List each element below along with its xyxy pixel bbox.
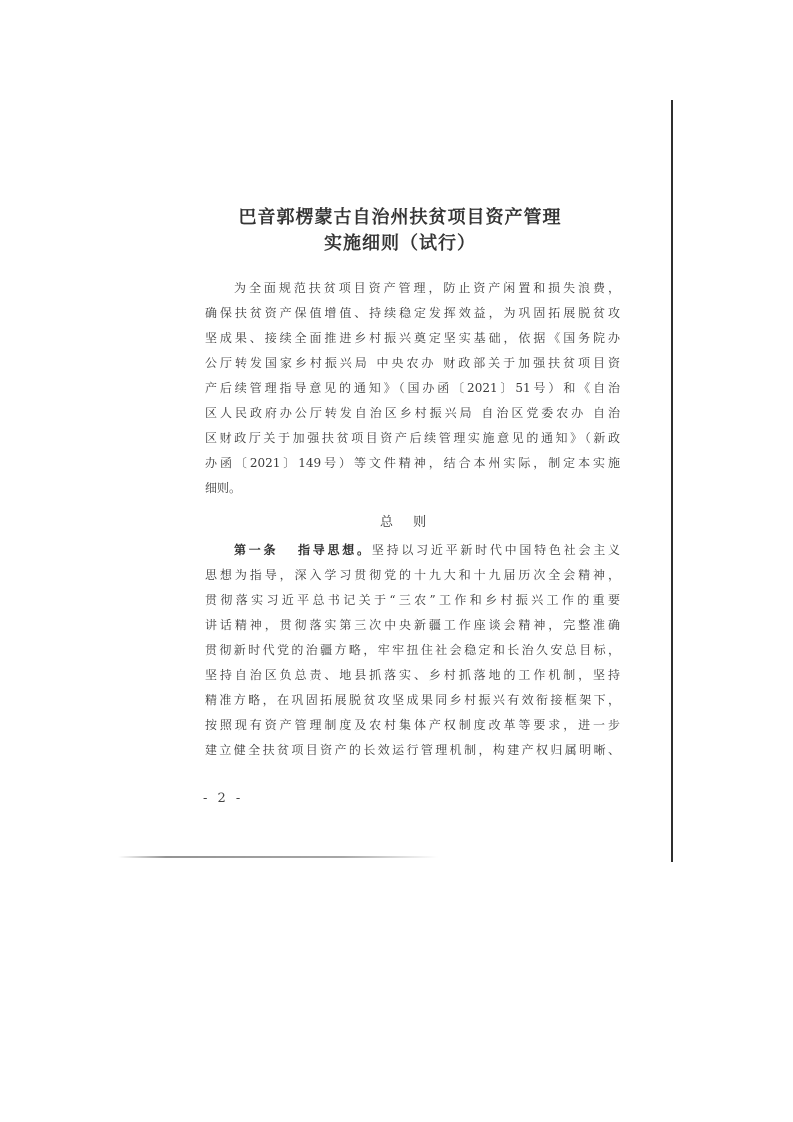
article-1-line: 按照现有资产管理制度及农村集体产权制度改革等要求，进一步 — [205, 718, 620, 732]
article-1-line: 建立健全扶贫项目资产的长效运行管理机制，构建产权归属明晰、 — [205, 743, 620, 757]
preamble-line: 产后续管理指导意见的通知》（国办函〔2021〕51号）和《自治 — [205, 381, 620, 395]
preamble-line: 坚成果、接续全面推进乡村振兴奠定坚实基础，依据《国务院办 — [205, 331, 620, 345]
preamble-line: 区财政厅关于加强扶贫项目资产后续管理实施意见的通知》（新政 — [205, 431, 620, 445]
section-heading: 总 则 — [380, 515, 435, 530]
page-number: - 2 - — [203, 791, 244, 806]
preamble-line: 区人民政府办公厅转发自治区乡村振兴局 自治区党委农办 自治 — [205, 406, 620, 420]
article-text: 坚持以习近平新时代中国特色社会主义 — [371, 543, 620, 557]
article-1-line: 坚持自治区负总责、地县抓落实、乡村抓落地的工作机制，坚持 — [205, 668, 620, 682]
preamble-line: 细则。 — [205, 481, 242, 495]
article-1-line: 贯彻新时代党的治疆方略，牢牢扭住社会稳定和长治久安总目标， — [205, 643, 620, 657]
article-1-line: 贯彻落实习近平总书记关于“三农”工作和乡村振兴工作的重要 — [205, 593, 620, 607]
scan-border-bottom — [118, 856, 438, 858]
document-title-line-2: 实施细则（试行） — [324, 233, 476, 254]
preamble-line: 办函〔2021〕149号）等文件精神，结合本州实际，制定本实施 — [205, 456, 620, 470]
article-1-line: 思想为指导，深入学习贯彻党的十九大和十九届历次全会精神， — [205, 568, 620, 582]
preamble-line: 公厅转发国家乡村振兴局 中央农办 财政部关于加强扶贫项目资 — [205, 356, 620, 370]
article-1-first-line — [234, 542, 620, 558]
article-1-line: 讲话精神，贯彻落实第三次中央新疆工作座谈会精神，完整准确 — [205, 618, 620, 632]
document-title-line-1: 巴音郭楞蒙古自治州扶贫项目资产管理 — [238, 207, 562, 228]
preamble-line: 为全面规范扶贫项目资产管理，防止资产闲置和损失浪费， — [234, 281, 620, 295]
article-1-line: 精准方略，在巩固拓展脱贫攻坚成果同乡村振兴有效衔接框架下， — [205, 693, 620, 707]
scan-border-right — [671, 100, 673, 862]
preamble-line: 确保扶贫资产保值增值、持续稳定发挥效益，为巩固拓展脱贫攻 — [205, 306, 620, 320]
article-title: 指导思想。 — [298, 543, 372, 557]
article-label: 第一条 — [234, 543, 279, 557]
